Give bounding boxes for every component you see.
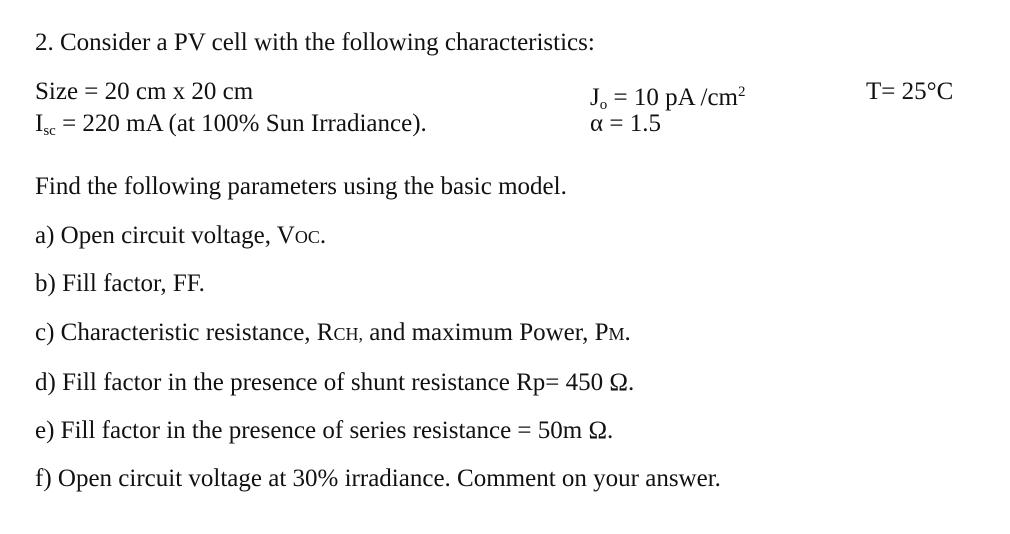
short-circuit-current: [35, 109, 427, 146]
instruction-text: Find the following parameters using the basic model.: [35, 173, 567, 200]
cell-size: Size = 20 cm x 20 cm: [35, 78, 254, 105]
ideality-factor: α = 1.5: [590, 110, 661, 137]
jo-value: = 10 pA /cm: [607, 84, 738, 111]
part-c-text1: c) Characteristic resistance, R: [35, 319, 334, 346]
isc-subscript: sc: [43, 123, 56, 139]
part-f: f) Open circuit voltage at 30% irradiance. Comment on your answer.: [35, 465, 721, 492]
part-c-end: .: [624, 319, 631, 346]
part-c-subscript1: CH,: [333, 324, 363, 344]
part-a-subscript: OC: [294, 227, 320, 247]
part-a: [35, 221, 326, 252]
isc-value: = 220 mA (at 100% Sun Irradiance).: [55, 110, 427, 137]
part-c: [35, 318, 631, 349]
temperature: T= 25°C: [866, 78, 954, 105]
part-e: e) Fill factor in the presence of series resistance = 50m Ω.: [35, 417, 614, 444]
part-a-end: .: [319, 222, 327, 249]
part-b: b) Fill factor, FF.: [35, 270, 205, 297]
part-c-text2: and maximum Power, P: [363, 319, 609, 346]
part-a-text: a) Open circuit voltage, V: [35, 222, 295, 249]
part-c-subscript2: M: [608, 324, 625, 344]
part-d: d) Fill factor in the presence of shunt resistance Rp= 450 Ω.: [35, 369, 635, 396]
jo-symbol: J: [590, 84, 600, 111]
problem-heading: 2. Consider a PV cell with the following characteristics:: [35, 29, 595, 56]
jo-superscript: 2: [738, 84, 746, 100]
jo-subscript: o: [599, 97, 608, 113]
isc-symbol: I: [35, 110, 44, 137]
